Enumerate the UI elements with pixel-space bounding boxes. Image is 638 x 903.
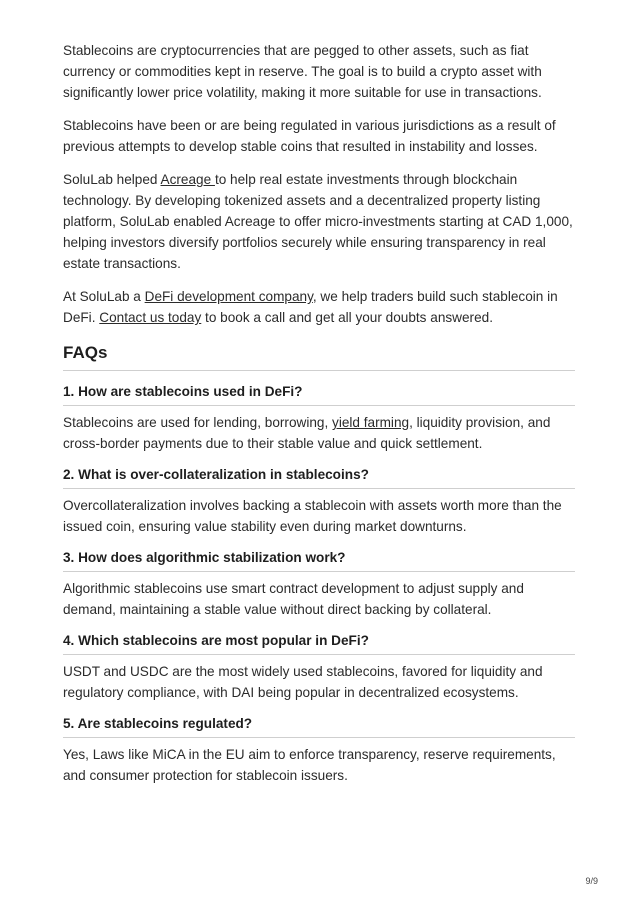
faq-question-2: 2. What is over-collateralization in stablecoins?	[63, 466, 575, 489]
faq-heading: FAQs	[63, 342, 575, 371]
faq-answer-1-end: , liquidity provision, and cross-border payments due to their stable value and quick settlement.	[63, 415, 551, 451]
yield-farming-link[interactable]: yield farming	[332, 415, 410, 430]
contact-us-today-link[interactable]: Contact us today	[99, 310, 202, 325]
intro-paragraph-4-end: to book a call and get all your doubts answered.	[201, 310, 493, 325]
faq-question-5: 5. Are stablecoins regulated?	[63, 715, 575, 738]
intro-paragraph-1: Stablecoins are cryptocurrencies that are pegged to other assets, such as fiat currency or commodities kept in reserve. The goal is to build a crypto asset with significantly lower price volatility, making it more suitable for use in transactions.	[63, 43, 542, 100]
faq-answer-5: Yes, Laws like MiCA in the EU aim to enforce transparency, reserve requirements, and consumer protection for stablecoin issuers.	[63, 747, 556, 783]
faq-item-4	[63, 632, 575, 703]
intro-paragraph-4-mid: , we help traders build such stablecoin in DeFi.	[63, 289, 558, 325]
page-number: 9/9	[585, 876, 598, 886]
faq-answer-3: Algorithmic stablecoins use smart contract development to adjust supply and demand, maintaining a stable value without direct backing by collateral.	[63, 581, 524, 617]
defi-development-company-link[interactable]: DeFi development company	[144, 289, 313, 304]
intro-paragraph-2: Stablecoins have been or are being regulated in various jurisdictions as a result of previous attempts to develop stable coins that resulted in instability and losses.	[63, 118, 556, 154]
faq-item-3	[63, 549, 575, 620]
faq-answer-2: Overcollateralization involves backing a stablecoin with assets worth more than the issued coin, ensuring value stability even during market downturns.	[63, 498, 562, 534]
acreage-link[interactable]: Acreage	[160, 172, 215, 187]
faq-answer-1-start: Stablecoins are used for lending, borrowing,	[63, 415, 333, 430]
faq-item-1	[63, 383, 575, 454]
intro-paragraph-4	[63, 286, 575, 328]
faq-answer-4: USDT and USDC are the most widely used stablecoins, favored for liquidity and regulatory compliance, with DAI being popular in decentralized ecosystems.	[63, 664, 543, 700]
intro-paragraph-4-start: At SoluLab a	[63, 289, 145, 304]
faq-item-2	[63, 466, 575, 537]
intro-paragraph-3-start: SoluLab helped	[63, 172, 161, 187]
faq-question-3: 3. How does algorithmic stabilization work?	[63, 549, 575, 572]
faq-question-4: 4. Which stablecoins are most popular in DeFi?	[63, 632, 575, 655]
faq-item-5	[63, 715, 575, 786]
faq-answer-1	[63, 412, 575, 454]
document-page	[63, 40, 575, 786]
intro-paragraph-3	[63, 169, 575, 274]
faq-question-1: 1. How are stablecoins used in DeFi?	[63, 383, 575, 406]
intro-paragraph-3-end: to help real estate investments through blockchain technology. By developing tokenized assets and a decentralized property listing platform, SoluLab enabled Acreage to offer micro-investments starting at CAD 1,000, helping investors diversify portfolios securely while ensuring transparency in real estate transactions.	[63, 172, 573, 271]
